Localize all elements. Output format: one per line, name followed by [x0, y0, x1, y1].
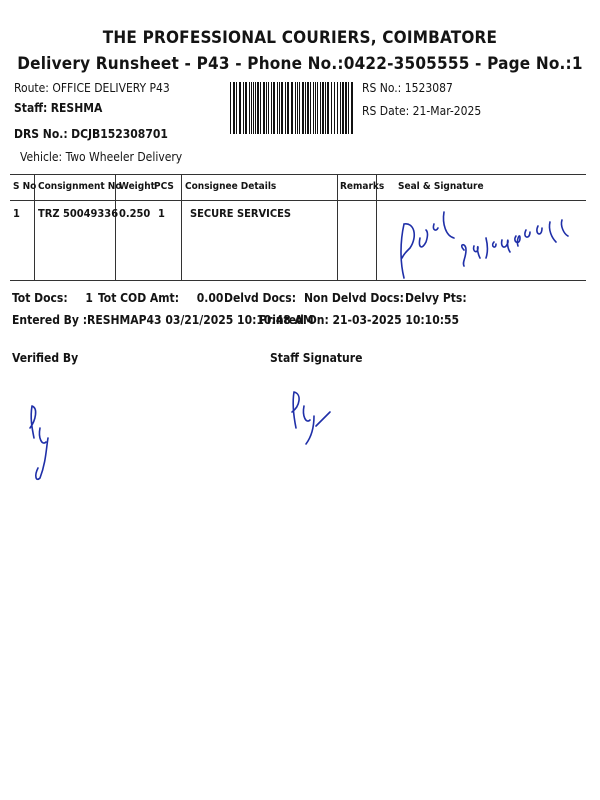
- barcode-bar: [271, 82, 272, 134]
- tot-docs-label: Tot Docs:: [12, 291, 68, 305]
- cell-weight: 0.250: [119, 207, 151, 220]
- col-header-sno: S No: [13, 181, 37, 192]
- barcode-bar: [249, 82, 250, 134]
- barcode-bar: [299, 82, 300, 134]
- barcode-bar: [236, 82, 237, 134]
- rs-number: RS No.: 1523087: [362, 81, 453, 95]
- drs-line: [14, 127, 168, 141]
- drs-value: DCJB152308701: [71, 127, 168, 141]
- cell-consignee: SECURE SERVICES: [190, 207, 292, 220]
- barcode-bar: [263, 82, 265, 134]
- barcode-bar: [243, 82, 244, 134]
- barcode-bar: [295, 82, 296, 134]
- barcode-bar: [337, 82, 338, 134]
- table-top-line: [10, 174, 586, 175]
- barcode-bar: [334, 82, 335, 134]
- rs-date: RS Date: 21-Mar-2025: [362, 104, 482, 118]
- barcode-bar: [268, 82, 269, 134]
- barcode-bar: [327, 82, 329, 134]
- cell-sno: 1: [13, 207, 20, 220]
- col-header-remarks: Remarks: [340, 181, 385, 192]
- barcode-bar: [291, 82, 293, 134]
- barcode-bar: [257, 82, 259, 134]
- staff-signature-label: Staff Signature: [270, 351, 363, 365]
- vehicle-text: Vehicle: Two Wheeler Delivery: [20, 150, 183, 164]
- barcode-bar: [230, 82, 231, 134]
- col-divider: [181, 174, 182, 280]
- staff-line: [14, 101, 102, 115]
- col-divider: [337, 174, 338, 280]
- route-text: Route: OFFICE DELIVERY P43: [14, 81, 170, 95]
- verifier-signature-icon: [22, 398, 74, 484]
- barcode-bar: [239, 82, 241, 134]
- barcode-bar: [273, 82, 275, 134]
- barcode-bar: [320, 82, 321, 134]
- col-header-pcs: PCS: [154, 181, 174, 192]
- table-header-line: [10, 200, 586, 201]
- tot-docs-value: 1: [85, 291, 93, 305]
- tot-docs: [12, 291, 93, 305]
- barcode-bar: [307, 82, 309, 134]
- barcode-bar: [325, 82, 326, 134]
- tot-cod: [98, 291, 223, 305]
- barcode-bar: [340, 82, 341, 134]
- non-delvd-docs-label: Non Delvd Docs:: [304, 291, 404, 305]
- barcode-bar: [253, 82, 254, 134]
- staff-value: RESHMA: [50, 101, 103, 115]
- barcode-bar: [313, 82, 314, 134]
- barcode-bar: [315, 82, 316, 134]
- cell-consignment-no: TRZ 50049336: [38, 207, 119, 220]
- barcode-bar: [348, 82, 349, 134]
- col-header-consignee: Consignee Details: [185, 181, 277, 192]
- tot-cod-value: 0.00: [196, 291, 224, 305]
- barcode-bar: [351, 82, 353, 134]
- barcode-icon: [230, 82, 354, 134]
- barcode-bar: [233, 82, 235, 134]
- delvy-pts-label: Delvy Pts:: [405, 291, 467, 305]
- barcode-bar: [260, 82, 261, 134]
- barcode-bar: [297, 82, 298, 134]
- receiver-signature-icon: [392, 202, 588, 282]
- staff-label: Staff:: [14, 101, 48, 115]
- barcode-bar: [342, 82, 344, 134]
- barcode-bar: [281, 82, 283, 134]
- verified-by-label: Verified By: [12, 351, 79, 365]
- barcode-bar: [322, 82, 324, 134]
- barcode-bar: [279, 82, 280, 134]
- company-title: THE PROFESSIONAL COURIERS, COIMBATORE: [102, 28, 498, 48]
- barcode-bar: [277, 82, 278, 134]
- barcode-bar: [345, 82, 347, 134]
- barcode-bar: [317, 82, 318, 134]
- barcode-bar: [245, 82, 247, 134]
- barcode-bar: [302, 82, 304, 134]
- tot-cod-label: Tot COD Amt:: [98, 291, 180, 305]
- barcode-bar: [331, 82, 332, 134]
- delvd-docs-label: Delvd Docs:: [224, 291, 297, 305]
- barcode-bar: [251, 82, 252, 134]
- barcode-bar: [285, 82, 286, 134]
- cell-pcs: 1: [158, 207, 165, 220]
- col-header-seal-signature: Seal & Signature: [398, 181, 484, 192]
- barcode-bar: [255, 82, 256, 134]
- staff-signature-icon: [286, 386, 336, 450]
- barcode-bar: [310, 82, 311, 134]
- runsheet-subtitle: Delivery Runsheet - P43 - Phone No.:0422-3505555 - Page No.:1: [17, 54, 583, 74]
- barcode-bar: [305, 82, 306, 134]
- entered-by: Entered By :RESHMAP43 03/21/2025 10:10:48 AM: [12, 313, 314, 327]
- drs-label: DRS No.:: [14, 127, 68, 141]
- col-header-weight: Weight: [119, 181, 155, 192]
- printed-on: Printed On: 21-03-2025 10:10:55: [259, 313, 460, 327]
- col-header-consignment: Consignment No: [38, 181, 122, 192]
- barcode-bar: [287, 82, 289, 134]
- barcode-bar: [266, 82, 267, 134]
